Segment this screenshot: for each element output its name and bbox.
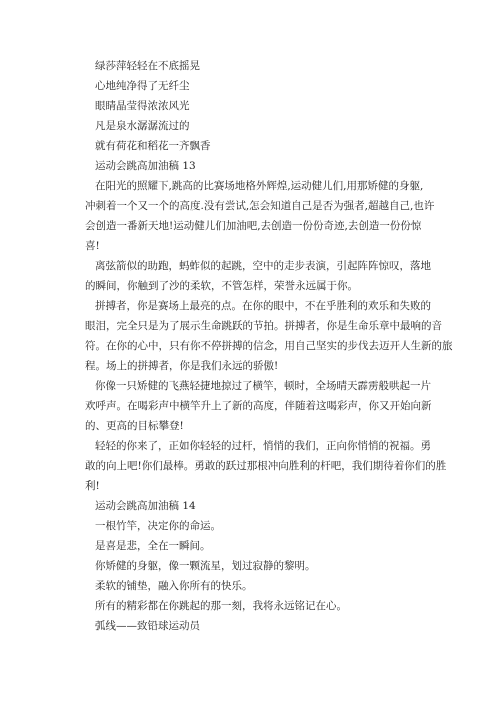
text-line: 符。在你的心中，只有你不停拼搏的信念，用自己坚实的步伐去迈开人生新的旅	[85, 340, 453, 352]
text-line: 拼搏者，你是赛场上最亮的点。在你的眼中，不在乎胜利的欢乐和失败的	[95, 300, 431, 312]
text-line: 是喜是悲，全在一瞬间。	[95, 540, 211, 552]
text-line: 就有荷花和稻花一齐飘香	[95, 140, 211, 152]
text-line: 程。场上的拼搏者，你是我们永远的骄傲!	[85, 360, 279, 372]
text-line: 眼泪，完全只是为了展示生命跳跃的节拍。拼搏者，你是生命乐章中最响的音	[85, 320, 442, 332]
text-line: 一根竹竿，决定你的命运。	[95, 520, 221, 532]
text-line: 运动会跳高加油稿 13	[95, 160, 196, 172]
text-line: 眼睛晶莹得浓浓风光	[95, 100, 190, 112]
text-line: 心地纯净得了无纤尘	[95, 80, 190, 92]
text-line: 冲刺着一个又一个的高度.没有尝试,怎会知道自己是否为强者,超越自己,也许	[85, 200, 435, 212]
text-line: 欢呼声。在喝彩声中横竿升上了新的高度，伴随着这喝彩声，你又开始向新	[85, 400, 432, 412]
text-line: 的瞬间，你触到了沙的柔软，不管怎样，荣誉永远属于你。	[85, 280, 358, 292]
text-line: 柔软的铺垫，融入你所有的快乐。	[95, 580, 253, 592]
text-line: 你矫健的身躯，像一颗流星，划过寂静的黎明。	[95, 560, 316, 572]
text-line: 喜!	[85, 240, 100, 252]
document-body	[85, 56, 453, 636]
text-line: 你像一只矫健的飞燕轻捷地掠过了横竿，顿时，全场晴天霹雳般哄起一片	[95, 380, 431, 392]
text-line: 会创造一番新天地!运动健儿们加油吧,去创造一份份奇迹,去创造一份份惊	[85, 220, 422, 232]
text-line: 利!	[85, 480, 100, 492]
text-line: 敢的向上吧!你们最棒。勇敢的跃过那根冲向胜利的杆吧，我们期待着你们的胜	[85, 460, 447, 472]
text-line: 绿莎萍轻轻在不底摇晃	[95, 60, 200, 72]
text-line: 所有的精彩都在你跳起的那一刻，我将永远铭记在心。	[95, 600, 347, 612]
text-line: 轻轻的你来了，正如你轻轻的过杆，悄悄的我们，正向你悄悄的祝福。勇	[95, 440, 431, 452]
text-line: 凡是泉水潺潺流过的	[95, 120, 190, 132]
text-line: 弧线——致铅球运动员	[95, 620, 200, 632]
text-line: 离弦箭似的助跑，蚂蚱似的起跳，空中的走步表演，引起阵阵惊叹，落地	[95, 260, 431, 272]
text-line: 运动会跳高加油稿 14	[95, 500, 196, 512]
text-line: 在阳光的照耀下,跳高的比赛场地格外辉煌,运动健儿们,用那矫健的身躯,	[95, 180, 424, 192]
text-line: 的、更高的目标攀登!	[85, 420, 184, 432]
